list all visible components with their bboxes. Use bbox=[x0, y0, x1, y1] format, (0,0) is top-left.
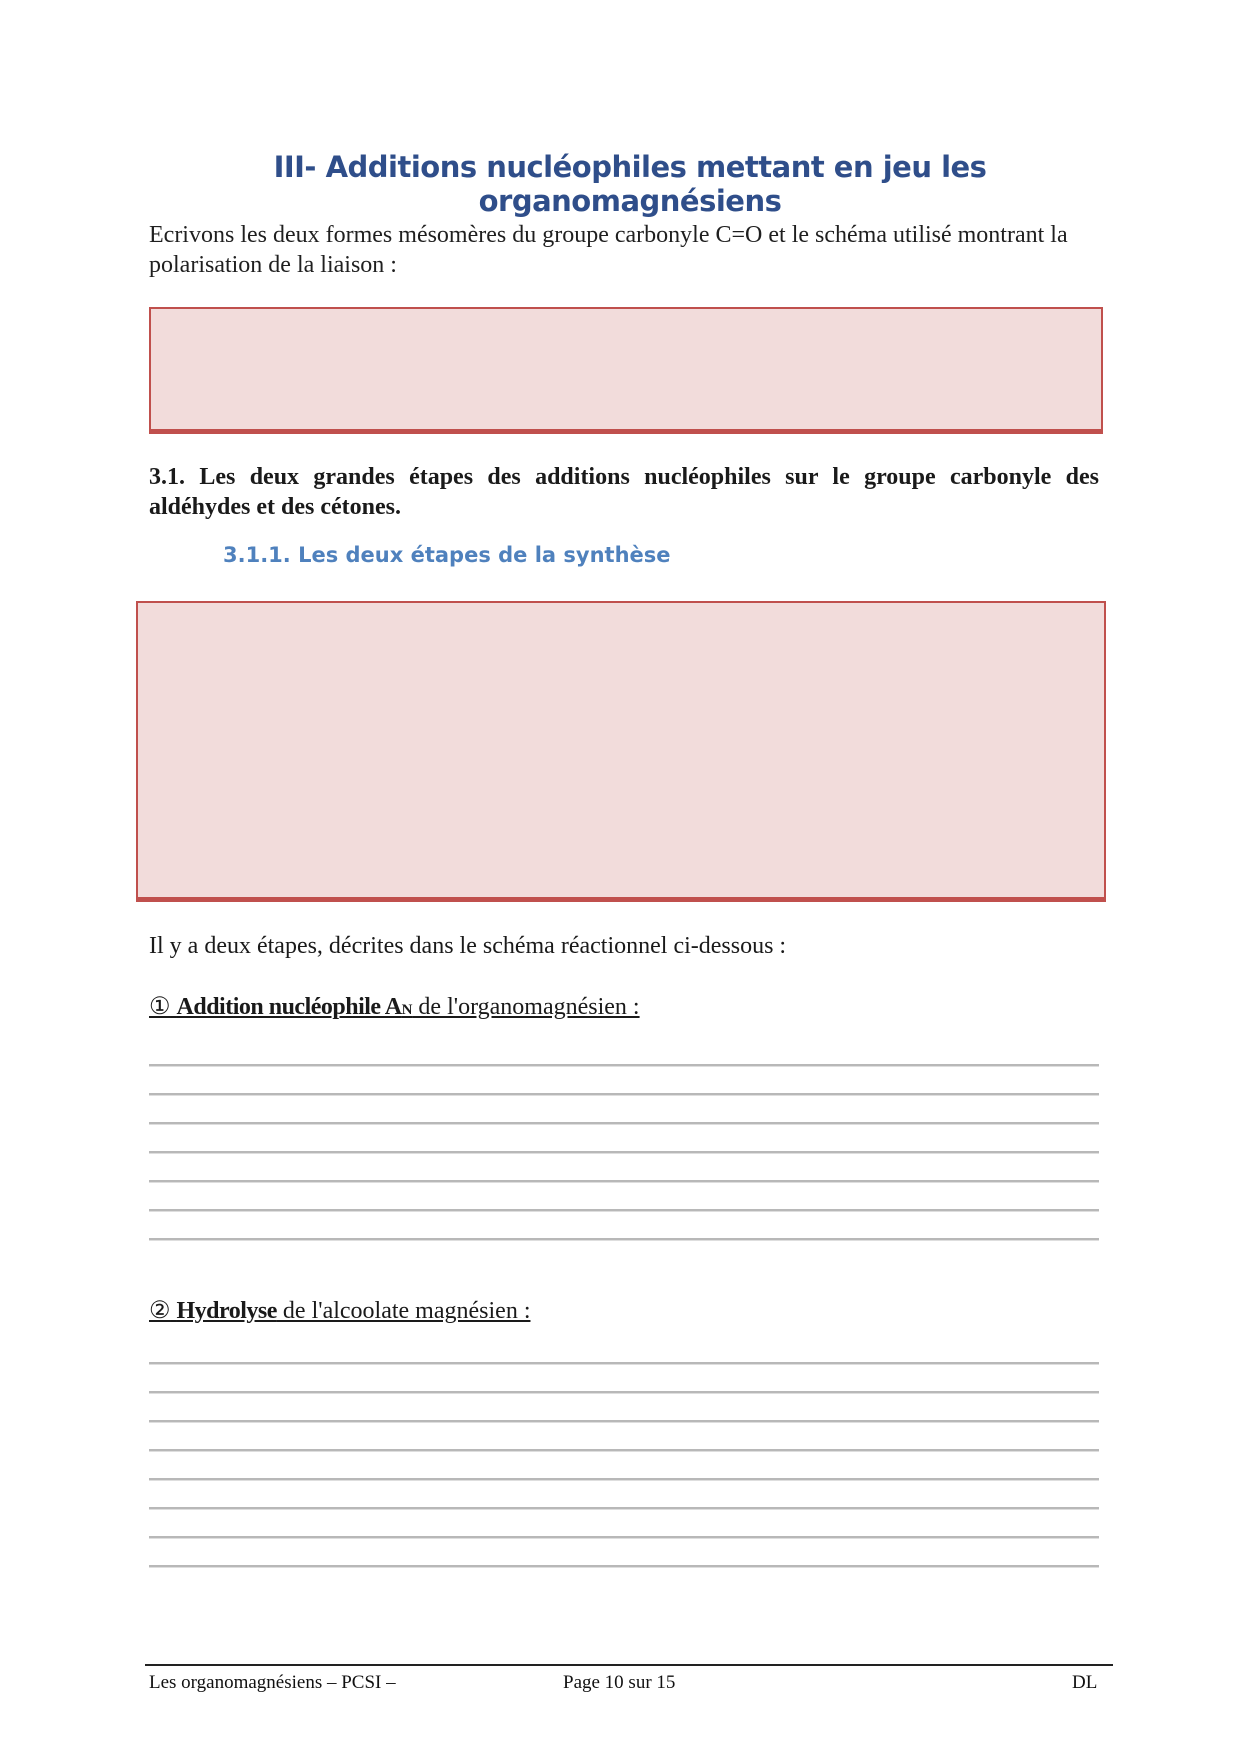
footer-course: Les organomagnésiens – PCSI – bbox=[149, 1672, 396, 1693]
step-2-rest: de l'alcoolate magnésien : bbox=[276, 1298, 531, 1324]
page-title: III- Additions nucléophiles mettant en jeu les organomagnésiens bbox=[273, 150, 987, 218]
step-2-number: ② bbox=[149, 1298, 171, 1324]
answer-box-synthesis-steps[interactable] bbox=[136, 601, 1106, 899]
writing-line[interactable] bbox=[149, 1064, 1099, 1067]
steps-intro-text: Il y a deux étapes, décrites dans le schéma réactionnel ci-dessous : bbox=[149, 933, 787, 959]
writing-line[interactable] bbox=[149, 1238, 1099, 1241]
writing-line[interactable] bbox=[149, 1449, 1099, 1452]
section-heading-3-1-1: 3.1.1. Les deux étapes de la synthèse bbox=[223, 543, 671, 567]
step-1-subscript: N bbox=[401, 1002, 413, 1018]
footer-author: DL bbox=[1072, 1672, 1098, 1693]
writing-line[interactable] bbox=[149, 1180, 1099, 1183]
section-heading-3-1: 3.1. Les deux grandes étapes des additions nucléophiles sur le groupe carbonyle des aldéhydes et des cétones. bbox=[149, 464, 1099, 520]
writing-line[interactable] bbox=[149, 1478, 1099, 1481]
writing-line[interactable] bbox=[149, 1420, 1099, 1423]
step-1-number: ① bbox=[149, 994, 171, 1020]
writing-line[interactable] bbox=[149, 1093, 1099, 1096]
footer-page-number: Page 10 sur 15 bbox=[563, 1672, 676, 1693]
step-1-label bbox=[149, 992, 640, 1021]
step-2-label bbox=[149, 1296, 530, 1325]
writing-line[interactable] bbox=[149, 1507, 1099, 1510]
step-1-rest: de l'organomagnésien : bbox=[412, 994, 640, 1020]
intro-paragraph: Ecrivons les deux formes mésomères du groupe carbonyle C=O et le schéma utilisé montrant la polarisation de la liaison : bbox=[149, 222, 1068, 278]
answer-box-mesomeric-forms[interactable] bbox=[149, 307, 1103, 431]
writing-line[interactable] bbox=[149, 1362, 1099, 1365]
writing-line[interactable] bbox=[149, 1565, 1099, 1568]
writing-line[interactable] bbox=[149, 1151, 1099, 1154]
step-1-title: Addition nucléophile A bbox=[176, 994, 402, 1020]
writing-line[interactable] bbox=[149, 1391, 1099, 1394]
footer-divider bbox=[145, 1664, 1113, 1666]
writing-line[interactable] bbox=[149, 1122, 1099, 1125]
writing-line[interactable] bbox=[149, 1536, 1099, 1539]
writing-line[interactable] bbox=[149, 1209, 1099, 1212]
step-2-title: Hydrolyse bbox=[176, 1298, 277, 1324]
